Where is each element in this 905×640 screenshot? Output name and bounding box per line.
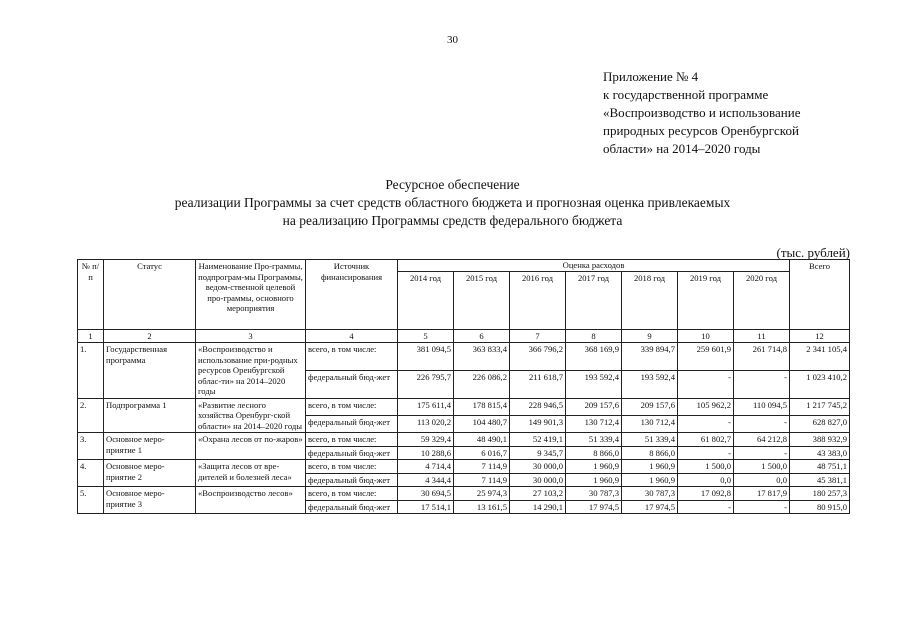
year-value: - [734,370,790,398]
header-year: 2020 год [734,271,790,329]
header-source: Источник финансирования [306,260,398,330]
column-number: 5 [398,329,454,343]
year-value: 104 480,7 [454,415,510,432]
title-line: на реализацию Программы средств федерального бюджета [282,213,623,228]
year-value: - [734,446,790,460]
year-value: 1 960,9 [622,460,678,474]
year-value: 1 960,9 [566,473,622,487]
year-value: 17 092,8 [678,487,734,501]
year-value: 7 114,9 [454,473,510,487]
funding-source: всего, в том числе: [306,487,398,501]
year-value: 228 946,5 [510,398,566,415]
row-number: 4. [78,460,104,487]
year-value: 0,0 [734,473,790,487]
year-value: 27 103,2 [510,487,566,501]
title-line: Ресурсное обеспечение [385,177,520,192]
appendix-line: «Воспроизводство и использование [603,105,801,120]
total-value: 388 932,9 [790,433,850,447]
table-row [78,343,850,371]
column-numbers-row [78,329,850,343]
column-number: 12 [790,329,850,343]
appendix-line: к государственной программе [603,87,769,102]
year-value: 261 714,8 [734,343,790,371]
column-number: 11 [734,329,790,343]
year-value: - [678,500,734,514]
table-row [78,487,850,501]
year-value: 64 212,8 [734,433,790,447]
column-number: 4 [306,329,398,343]
column-number: 6 [454,329,510,343]
year-value: 339 894,7 [622,343,678,371]
year-value: 105 962,2 [678,398,734,415]
total-value: 628 827,0 [790,415,850,432]
table-row [78,433,850,447]
year-value: 30 694,5 [398,487,454,501]
year-value: 366 796,2 [510,343,566,371]
total-value: 1 023 410,2 [790,370,850,398]
funding-source: федеральный бюд-жет [306,500,398,514]
funding-source: федеральный бюд-жет [306,473,398,487]
funding-source: всего, в том числе: [306,433,398,447]
page-number: 30 [447,34,458,46]
header-name: Наименование Про-граммы, подпрограм-мы Программы, ведом-ственной целевой про-граммы, основного мероприятия [196,260,306,330]
year-value: 130 712,4 [566,415,622,432]
year-value: 8 866,0 [622,446,678,460]
year-value: 110 094,5 [734,398,790,415]
row-name: «Воспроизводство и использование при-родных ресурсов Оренбургской облас-ти» на 2014–2020 годы [196,343,306,399]
year-value: - [678,446,734,460]
year-value: 6 016,7 [454,446,510,460]
year-value: 226 086,2 [454,370,510,398]
row-number: 3. [78,433,104,460]
year-value: 4 714,4 [398,460,454,474]
header-year: 2019 год [678,271,734,329]
total-value: 2 341 105,4 [790,343,850,371]
year-value: - [678,415,734,432]
year-value: 193 592,4 [622,370,678,398]
year-value: 48 490,1 [454,433,510,447]
year-value: 1 960,9 [566,460,622,474]
column-number: 9 [622,329,678,343]
year-value: 61 802,7 [678,433,734,447]
year-value: 259 601,9 [678,343,734,371]
year-value: 193 592,4 [566,370,622,398]
year-value: 1 500,0 [678,460,734,474]
header-row [78,260,850,272]
year-value: 7 114,9 [454,460,510,474]
column-number: 3 [196,329,306,343]
year-value: 175 611,4 [398,398,454,415]
row-status: Основное меро-приятие 1 [104,433,196,460]
funding-source: федеральный бюд-жет [306,370,398,398]
year-value: 209 157,6 [566,398,622,415]
year-value: 30 787,3 [566,487,622,501]
row-status: Государственная программа [104,343,196,399]
header-year: 2015 год [454,271,510,329]
funding-source: всего, в том числе: [306,398,398,415]
column-number: 1 [78,329,104,343]
appendix-header [603,68,893,158]
year-value: 13 161,5 [454,500,510,514]
appendix-line: Приложение № 4 [603,69,699,84]
year-value: 178 815,4 [454,398,510,415]
year-value: - [734,500,790,514]
row-name: «Охрана лесов от по-жаров» [196,433,306,460]
budget-table [77,259,850,514]
year-value: 17 974,5 [566,500,622,514]
year-value: 17 974,5 [622,500,678,514]
funding-source: федеральный бюд-жет [306,415,398,432]
header-total: Всего [790,260,850,330]
title-line: реализации Программы за счет средств областного бюджета и прогнозная оценка привлекаемых [174,195,731,210]
row-status: Основное меро-приятие 2 [104,460,196,487]
year-value: 363 833,4 [454,343,510,371]
funding-source: всего, в том числе: [306,343,398,371]
row-name: «Воспроизводство лесов» [196,487,306,514]
year-value: 368 169,9 [566,343,622,371]
year-value: 4 344,4 [398,473,454,487]
header-estimate: Оценка расходов [398,260,790,272]
year-value: - [734,415,790,432]
year-value: 209 157,6 [622,398,678,415]
header-year: 2017 год [566,271,622,329]
year-value: 0,0 [678,473,734,487]
column-number: 8 [566,329,622,343]
table-head [78,260,850,343]
year-value: 10 288,6 [398,446,454,460]
funding-source: всего, в том числе: [306,460,398,474]
year-value: 8 866,0 [566,446,622,460]
header-num: № п/п [78,260,104,330]
funding-source: федеральный бюд-жет [306,446,398,460]
year-value: 226 795,7 [398,370,454,398]
column-number: 2 [104,329,196,343]
year-value: 14 290,1 [510,500,566,514]
total-value: 45 381,1 [790,473,850,487]
year-value: 130 712,4 [622,415,678,432]
year-value: 51 339,4 [622,433,678,447]
total-value: 1 217 745,2 [790,398,850,415]
year-value: 25 974,3 [454,487,510,501]
appendix-line: области» на 2014–2020 годы [603,141,761,156]
total-value: 48 751,1 [790,460,850,474]
table-body [78,343,850,514]
year-value: 51 339,4 [566,433,622,447]
year-value: 30 787,3 [622,487,678,501]
row-name: «Развитие лесного хозяйства Оренбург-ской области» на 2014–2020 годы [196,398,306,433]
column-number: 10 [678,329,734,343]
header-year: 2016 год [510,271,566,329]
row-number: 1. [78,343,104,399]
year-value: 30 000,0 [510,473,566,487]
year-value: 30 000,0 [510,460,566,474]
total-value: 80 915,0 [790,500,850,514]
header-year: 2018 год [622,271,678,329]
total-value: 180 257,3 [790,487,850,501]
year-value: 1 960,9 [622,473,678,487]
header-status: Статус [104,260,196,330]
year-value: 9 345,7 [510,446,566,460]
year-value: 149 901,3 [510,415,566,432]
header-year: 2014 год [398,271,454,329]
table-row [78,398,850,415]
table-row [78,460,850,474]
row-name: «Защита лесов от вре-дителей и болезней леса» [196,460,306,487]
appendix-line: природных ресурсов Оренбургской [603,123,799,138]
year-value: 59 329,4 [398,433,454,447]
row-number: 5. [78,487,104,514]
year-value: 1 500,0 [734,460,790,474]
year-value: 17 817,9 [734,487,790,501]
column-number: 7 [510,329,566,343]
document-title [0,176,905,230]
year-value: 52 419,1 [510,433,566,447]
year-value: 17 514,1 [398,500,454,514]
total-value: 43 383,0 [790,446,850,460]
year-value: - [678,370,734,398]
year-value: 381 094,5 [398,343,454,371]
year-value: 113 020,2 [398,415,454,432]
row-status: Подпрограмма 1 [104,398,196,433]
units-label: (тыс. рублей) [776,245,850,260]
row-status: Основное меро-приятие 3 [104,487,196,514]
row-number: 2. [78,398,104,433]
year-value: 211 618,7 [510,370,566,398]
